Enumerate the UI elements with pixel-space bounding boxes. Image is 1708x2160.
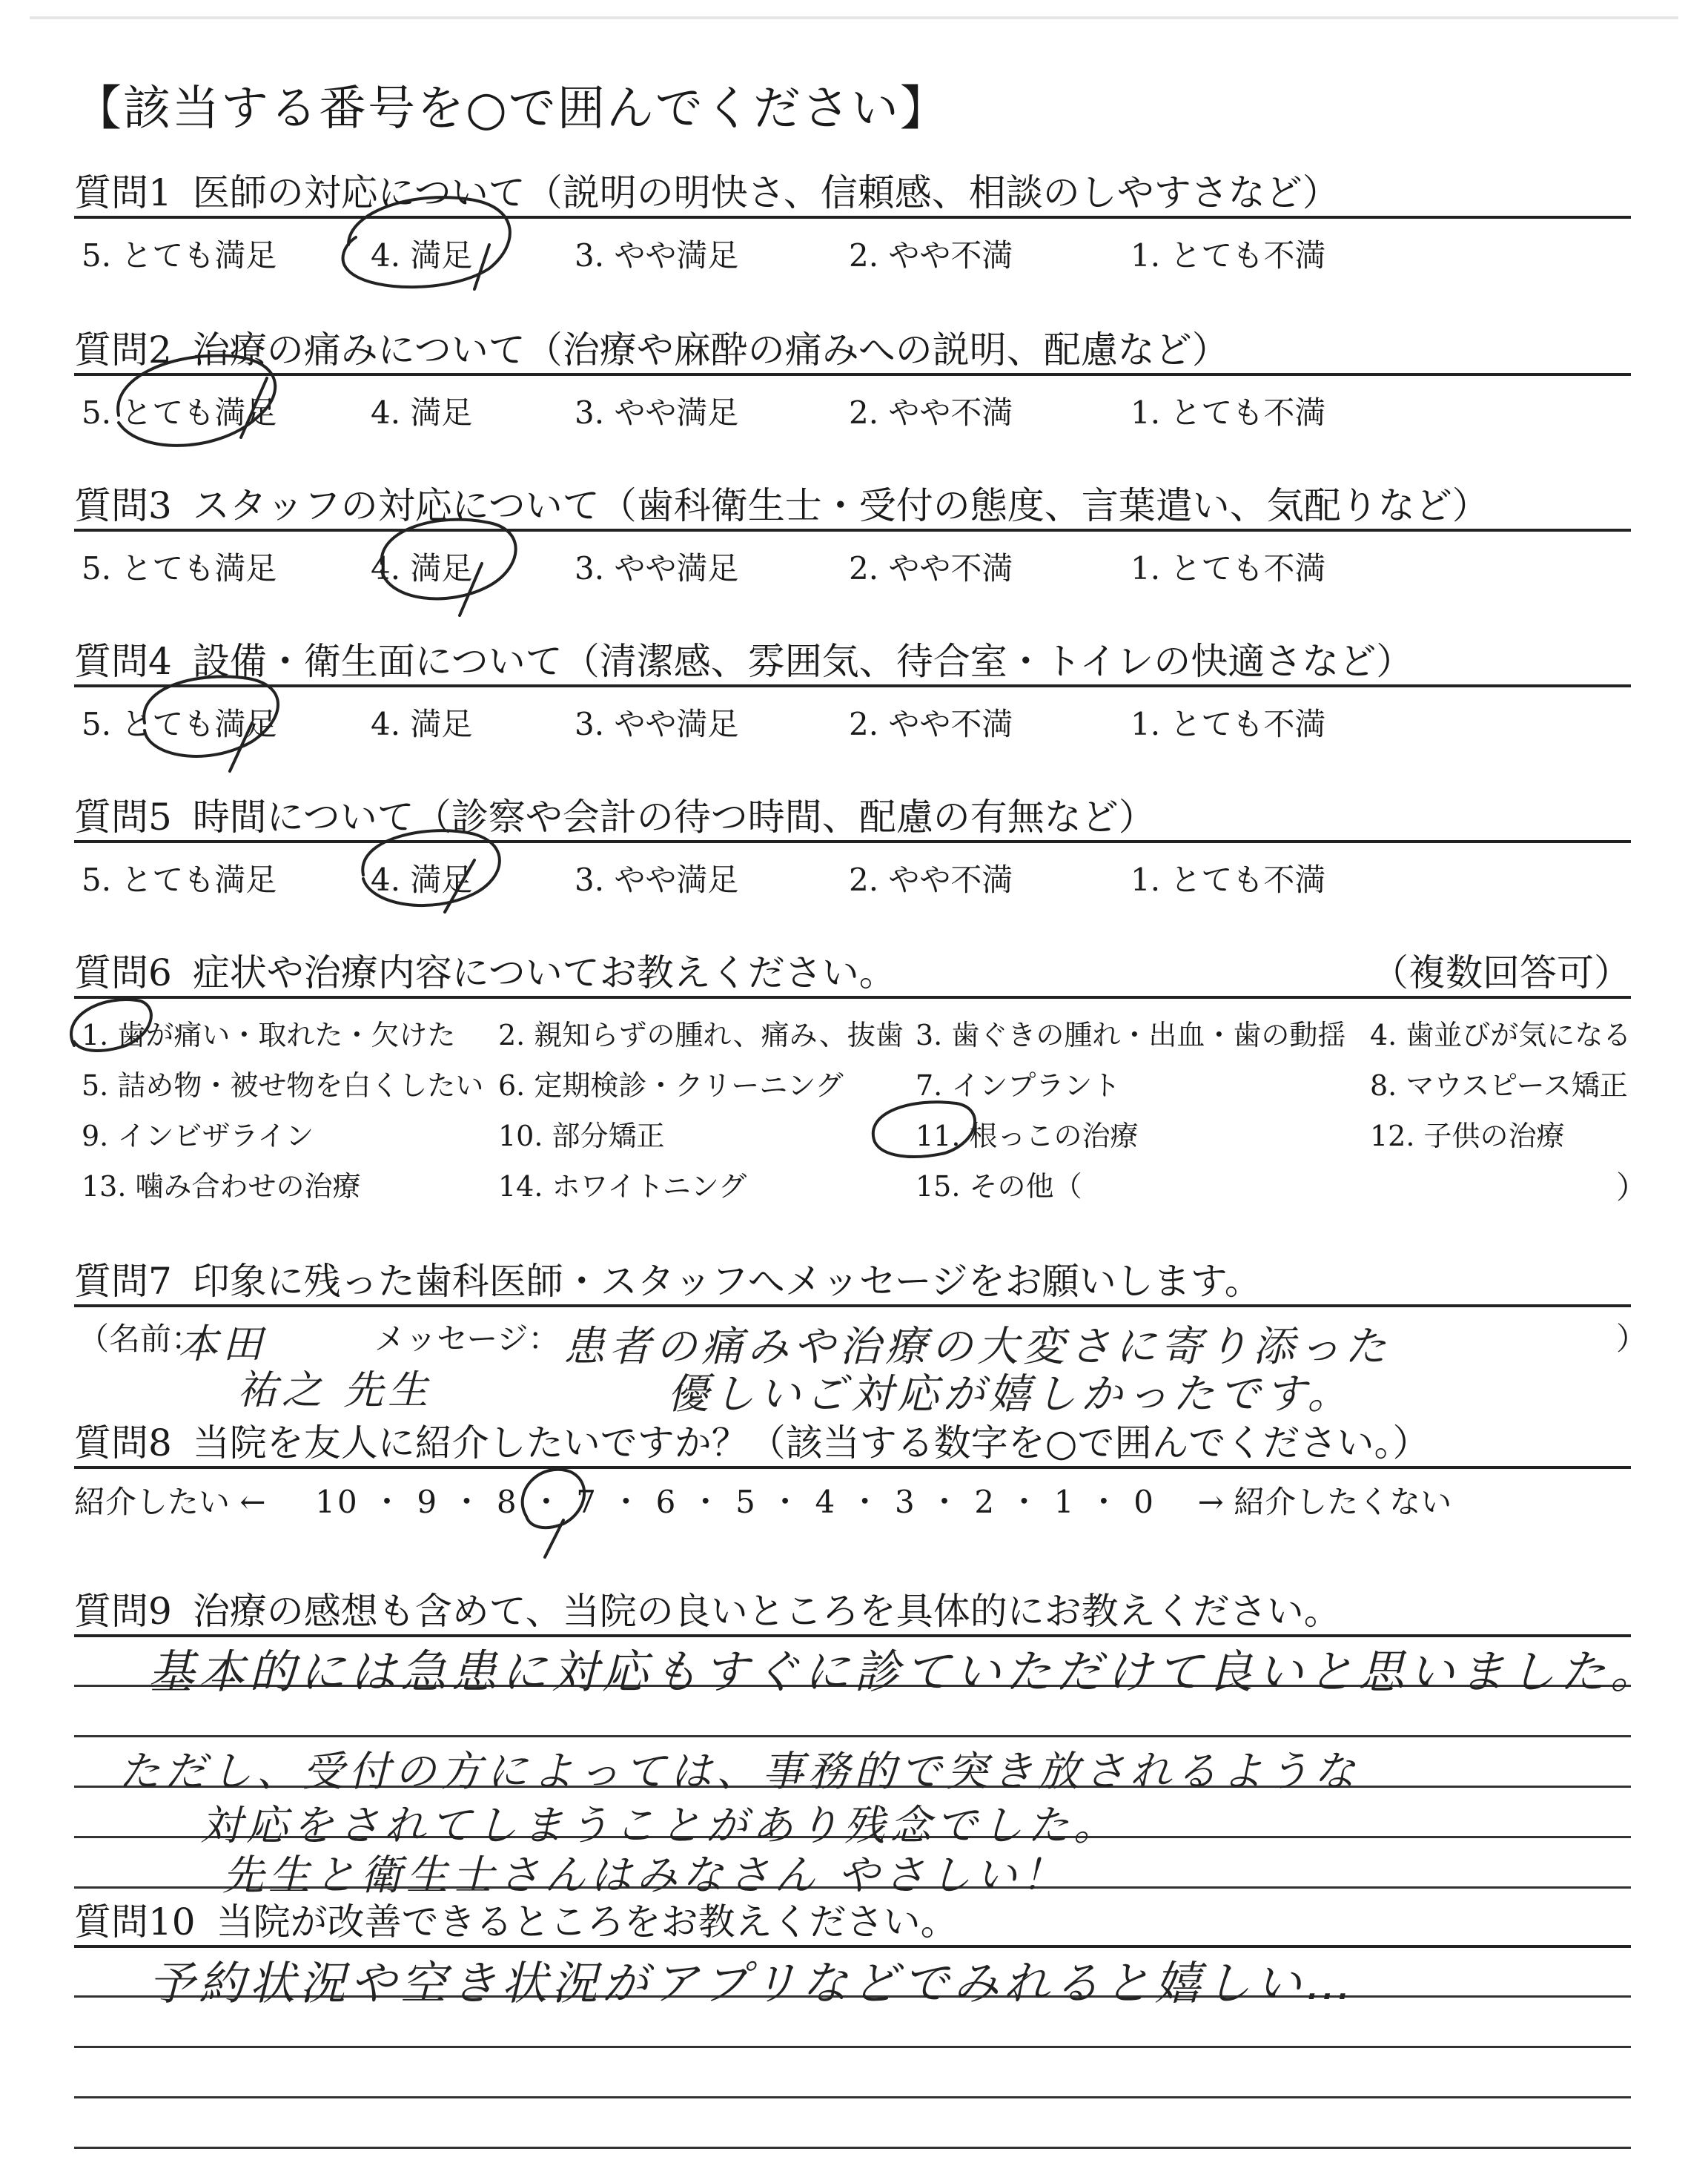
- name-label: （名前：: [78, 1321, 203, 1357]
- q1-option-4[interactable]: 4. 満足: [371, 237, 473, 274]
- question-10-title: 質問10 当院が改善できるところをお教えください。: [74, 1900, 958, 1943]
- question-8-title: 質問8 当院を友人に紹介したいですか？（該当する数字を○で囲んでください。）: [74, 1421, 1430, 1464]
- q3-option-1[interactable]: 1. とても不満: [1131, 550, 1326, 587]
- question-2-rule: [74, 373, 1631, 376]
- handwritten-name-line-1: 本田: [178, 1321, 267, 1367]
- handwritten-name-line-2: 祐之 先生: [237, 1367, 433, 1413]
- q1-option-5[interactable]: 5. とても満足: [82, 237, 277, 274]
- question-9-title: 質問9 治療の感想も含めて、当院の良いところを具体的にお教えください。: [74, 1590, 1341, 1633]
- q9-handwritten-line-1: 基本的には急患に対応もすぐに診ていただけて良いと思いました。: [148, 1645, 1661, 1699]
- symptom-option-14[interactable]: 14. ホワイトニング: [498, 1170, 747, 1203]
- symptom-option-6[interactable]: 6. 定期検診・クリーニング: [498, 1069, 844, 1102]
- symptom-option-9[interactable]: 9. インビザライン: [82, 1120, 314, 1152]
- message-close-paren: ）: [1616, 1321, 1648, 1357]
- q3-option-2[interactable]: 2. やや不満: [849, 550, 1013, 587]
- question-1-title: 質問1 医師の対応について（説明の明快さ、信頼感、相談のしやすさなど）: [74, 171, 1340, 214]
- handwritten-message-line-1: 患者の痛みや治療の大変さに寄り添った: [563, 1323, 1391, 1371]
- symptom-option-3[interactable]: 3. 歯ぐきの腫れ・出血・歯の動揺: [916, 1019, 1346, 1051]
- message-label: メッセージ：: [374, 1321, 560, 1357]
- q1-option-2[interactable]: 2. やや不満: [849, 237, 1013, 274]
- symptom-option-10[interactable]: 10. 部分矯正: [498, 1120, 665, 1152]
- question-5-rule: [74, 840, 1631, 843]
- symptom-option-1[interactable]: 1. 歯が痛い・取れた・欠けた: [82, 1019, 456, 1051]
- question-4-title: 質問4 設備・衛生面について（清潔感、雰囲気、待合室・トイレの快適さなど）: [74, 640, 1414, 683]
- q2-option-2[interactable]: 2. やや不満: [849, 394, 1013, 431]
- symptom-option-13[interactable]: 13. 噛み合わせの治療: [82, 1170, 361, 1203]
- question-7-rule: [74, 1304, 1631, 1307]
- q9-handwritten-line-2: ただし、受付の方によっては、事務的で突き放されるような: [119, 1748, 1360, 1796]
- symptom-option-4[interactable]: 4. 歯並びが気になる: [1370, 1019, 1632, 1051]
- question-1-rule: [74, 216, 1631, 219]
- question-6-title: 質問6 症状や治療内容についてお教えください。: [74, 951, 896, 994]
- q1-option-1[interactable]: 1. とても不満: [1131, 237, 1326, 274]
- q3-option-4[interactable]: 4. 満足: [371, 550, 473, 587]
- q4-option-4[interactable]: 4. 満足: [371, 706, 473, 742]
- q10-line-4: [74, 2096, 1631, 2098]
- q5-option-3[interactable]: 3. やや満足: [575, 862, 739, 898]
- q9-line-3: [74, 1735, 1631, 1737]
- q9-handwritten-line-3: 対応をされてしまうことがあり残念でした。: [200, 1802, 1119, 1850]
- q2-option-4[interactable]: 4. 満足: [371, 394, 473, 431]
- question-7-title: 質問7 印象に残った歯科医師・スタッフへメッセージをお願いします。: [74, 1260, 1262, 1303]
- page-heading: 【該当する番号を○で囲んでください】: [74, 82, 949, 136]
- q5-option-1[interactable]: 1. とても不満: [1131, 862, 1326, 898]
- q5-option-5[interactable]: 5. とても満足: [82, 862, 277, 898]
- question-6-note: （複数回答可）: [1371, 951, 1631, 994]
- symptom-option-5[interactable]: 5. 詰め物・被せ物を白くしたい: [82, 1069, 484, 1102]
- q4-option-5[interactable]: 5. とても満足: [82, 706, 277, 742]
- scale-values[interactable]: 10 ・ 9 ・ 8 ・ 7 ・ 6 ・ 5 ・ 4 ・ 3 ・ 2 ・ 1 ・ 0: [315, 1484, 1156, 1520]
- recommend-scale: [74, 1478, 1452, 1522]
- question-3-title: 質問3 スタッフの対応について（歯科衛生士・受付の態度、言葉遣い、気配りなど）: [74, 484, 1489, 527]
- symptom-option-12[interactable]: 12. 子供の治療: [1370, 1120, 1565, 1152]
- symptom-option-7[interactable]: 7. インプラント: [916, 1069, 1121, 1102]
- recommend-no-label: → 紹介したくない: [1197, 1484, 1452, 1520]
- q2-option-3[interactable]: 3. やや満足: [575, 394, 739, 431]
- symptom-option-11[interactable]: 11. 根っこの治療: [916, 1120, 1139, 1152]
- q10-line-5: [74, 2147, 1631, 2149]
- q2-option-1[interactable]: 1. とても不満: [1131, 394, 1326, 431]
- question-3-rule: [74, 529, 1631, 532]
- question-4-rule: [74, 684, 1631, 687]
- question-5-title: 質問5 時間について（診察や会計の待つ時間、配慮の有無など）: [74, 796, 1156, 839]
- q3-option-5[interactable]: 5. とても満足: [82, 550, 277, 587]
- q1-option-3[interactable]: 3. やや満足: [575, 237, 739, 274]
- question-8-rule: [74, 1466, 1631, 1469]
- symptom-option-15[interactable]: 15. その他（: [916, 1170, 1082, 1203]
- other-close-paren: ）: [1616, 1169, 1648, 1206]
- q10-line-3: [74, 2046, 1631, 2048]
- q3-option-3[interactable]: 3. やや満足: [575, 550, 739, 587]
- q5-option-4[interactable]: 4. 満足: [371, 862, 473, 898]
- q4-option-2[interactable]: 2. やや不満: [849, 706, 1013, 742]
- q2-option-5[interactable]: 5. とても満足: [82, 394, 277, 431]
- symptom-option-8[interactable]: 8. マウスピース矯正: [1370, 1069, 1628, 1102]
- handwritten-message-line-2: 優しいご対応が嬉しかったです。: [667, 1370, 1354, 1418]
- q5-option-2[interactable]: 2. やや不満: [849, 862, 1013, 898]
- q9-handwritten-line-4: 先生と衛生士さんはみなさん やさしい！: [222, 1852, 1068, 1900]
- q10-handwritten-line-1: 予約状況や空き状況がアプリなどでみれると嬉しい…: [148, 1956, 1357, 2010]
- q4-option-3[interactable]: 3. やや満足: [575, 706, 739, 742]
- symptom-option-2[interactable]: 2. 親知らずの腫れ、痛み、抜歯: [498, 1019, 904, 1051]
- q4-option-1[interactable]: 1. とても不満: [1131, 706, 1326, 742]
- recommend-yes-label: 紹介したい ←: [74, 1484, 266, 1520]
- question-2-title: 質問2 治療の痛みについて（治療や麻酔の痛みへの説明、配慮など）: [74, 328, 1229, 371]
- question-6-rule: [74, 996, 1631, 999]
- scan-edge: [30, 16, 1678, 19]
